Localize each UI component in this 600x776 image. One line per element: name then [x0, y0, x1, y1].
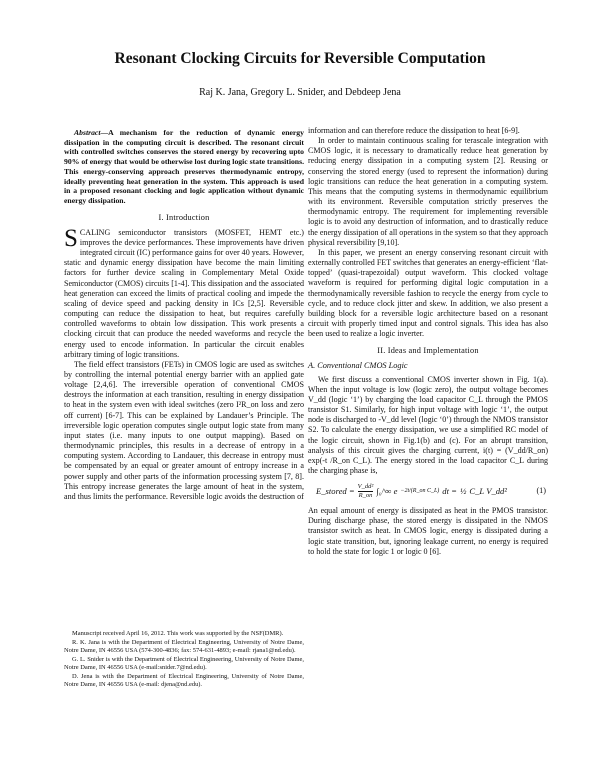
intro-paragraph-4: In this paper, we present an energy conserving resonant circuit with externally controlled FET switches that generates an energy-efficient ‘flat-topped’ (quasi-trapezoidal) output waveform. This clocked voltage waveform is required for performing digital logic computation in a thermodynamically reversible fashion to recycle the energy from cycle to cycle, and to reduce clock jitter and skew. In addition, we also present a building block for a reversible logic architecture based on a resonant circuit with properly timed input and control signals. This idea has also been used to realize a logic inverter. [308, 247, 548, 339]
intro-paragraph-2: The field effect transistors (FETs) in CMOS logic are used as switches by controlling the internal potential energy barrier with an applied gate voltage [2,4,6]. The irreversible operation of conventional CMOS destroys the information at each transition, resulting in energy dissipation to heat in the system even with ideal switches (zero I²R_on loss and zero off current) [6-7]. This can be explained by Landauer’s Principle. The irreversible logic operation computes single output logic state from many input states (i.e. many inputs to one output mapping). Based on thermodynamic principles, this results in a decrease of entropy in a computing system. According to Landauer, this decrease in entropy must be compensated by an equal or greater amount of entropy increase in a power supply and other parts of the information processing system [7, 8]. This entropy increase generates the large amount of heat in the system, and thus limits the performance. Reversible logic avoids the destruction of [64, 359, 304, 501]
drop-cap: S [64, 224, 78, 252]
cmos-paragraph-1: We first discuss a conventional CMOS inverter shown in Fig. 1(a). When the input voltage is low (logic zero), the output voltage becomes V_dd (logic ‘1’) by charging the load capacitor C_L through the PMOS transistor S1. Similarly, for high input voltage with logic ‘1’, the output node is discharged to -V_dd level (logic ‘0’) through the NMOS transistor S2. To calculate the energy dissipation, we use a simplified RC model of the logic circuit, shown in Fig.1(b) and (c). For an abrupt transition, analysis of this circuit gives the charging current, i(t) = (V_dd/R_on) exp(-t /R_on C_L). The energy stored in the load capacitor C_L during the charging phase is, [308, 374, 548, 475]
eq-fraction-den: R_on [358, 491, 373, 499]
equation-1 [308, 479, 548, 503]
section-heading-ideas: II. Ideas and Implementation [377, 346, 479, 356]
eq-rhs: C_L V_dd² [469, 486, 507, 497]
eq-dt: dt = [442, 486, 457, 497]
abstract-text: —A mechanism for the reduction of dynamic energy dissipation in the computing circuit is described. The resonant circuit with controlled switches conserves the stored energy by recovering upto 90% of energy that would be otherwise lost during logic state transitions. This energy-conserving approach preserves thermodynamic entropy, ideally preventing heat generation in the system. This approach is used in a proposed resonant clocking and logic application without dynamic energy dissipation. [64, 128, 304, 205]
right-column [308, 126, 548, 557]
eq-fraction [358, 483, 374, 499]
cmos-paragraph-2: An equal amount of energy is dissipated as heat in the PMOS transistor. During discharge phase, the stored energy is dissipated in the NMOS transistor switch as heat. In CMOS logic, energy is dissipated during a logic state transition, but, ignoring leakage current, no energy is required to hold the state for logic 1 or logic 0 [6]. [308, 506, 548, 556]
intro-paragraph-1 [64, 224, 304, 360]
footnote-author-snider: G. L. Snider is with the Department of Electrical Engineering, University of Notre Dame, Notre Dame, IN 46556 USA (e-mail:snider.7@nd.edu). [64, 655, 304, 671]
intro-paragraph-3: In order to maintain continuous scaling for terascale integration with CMOS logic, it is necessary to dramatically reduce heat generation by reducing energy dissipation in a computing system [2]. Reusing or conserving the stored energy (used to represent the information) during logic transitions can reduce the heat generation in a computing system. This means that the computing systems in thermodynamic equilibrium with its environment. Reversible computation strictly preserves the thermodynamic entropy. The requirement for implementing reversible logic is to avoid any destruction of information, and to drastically reduce the energy dissipation of all operations in the system so that they approach physical reversibility [9,10]. [308, 136, 548, 247]
subsection-heading-cmos: A. Conventional CMOS Logic [308, 361, 408, 371]
author-list: Raj K. Jana, Gregory L. Snider, and Debdeep Jena [199, 87, 401, 98]
eq-integral: ∫₀^∞ e [376, 486, 398, 497]
footnote-author-jana: R. K. Jana is with the Department of Electrical Engineering, University of Notre Dame, Notre Dame, IN 46556 USA (574-300-4836; fax: 574-631-4893; e-mail: rjana1@nd.edu). [64, 638, 304, 654]
footnotes [64, 630, 304, 689]
abstract-label: Abstract [74, 128, 101, 137]
left-column [64, 128, 304, 502]
footnote-author-jena: D. Jena is with the Department of Electrical Engineering, University of Notre Dame, Notre Dame, IN 46556 USA (e-mail: djena@nd.edu). [64, 672, 304, 688]
footnote-manuscript: Manuscript received April 16, 2012. This work was supported by the NSF(DMR). [72, 630, 284, 637]
equation-number: (1) [536, 486, 546, 496]
intro-paragraph-1-text: CALING semiconductor transistors (MOSFET, HEMT etc.) improves the device performances. These improvements have driven integrated circuit (IC) performance gains for over 40 years. However, static and dynamic energy dissipation have become the main limiting factors for further device scaling in Complementary Metal Oxide Semiconductor (CMOS) circuits [1-4]. This dissipation and the associated heat generation can exceed the limits of practical cooling and impede the scaling of device speed and packing density in ICs [2,5]. Reversible computing can reduce the dissipation to heat, but requires carefully controlled waveforms to obtain low dissipation. This work presents a clocking circuit that can produce the needed waveforms and recycle the energy used to encode information. In particular the circuit enables arbitrary timing of logic transitions. [64, 227, 304, 359]
section-heading-introduction: I. Introduction [158, 212, 210, 222]
equation-body [308, 483, 507, 499]
abstract [64, 128, 304, 206]
eq-fraction-num: V_dd² [357, 483, 374, 491]
intro-paragraph-2-continued: information and can therefore reduce the dissipation to heat [6-9]. [308, 126, 520, 135]
paper-title: Resonant Clocking Circuits for Reversible Computation [114, 50, 486, 67]
eq-half: ½ [459, 486, 467, 497]
eq-lhs: E_stored = [316, 486, 355, 497]
eq-exponent: −2t/(R_on C_L) [400, 488, 440, 495]
